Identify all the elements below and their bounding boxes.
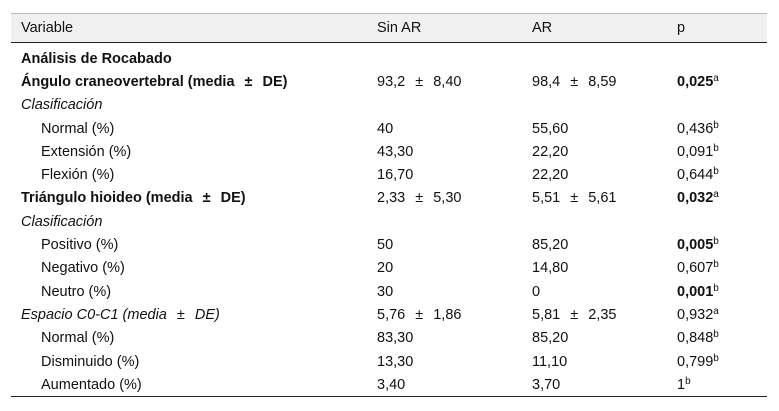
variable-cell (11, 140, 367, 163)
sin-ar-value: 3,40 (377, 376, 406, 393)
sin-ar-value: 40 (377, 120, 394, 137)
table-row (11, 94, 767, 117)
sin-ar-cell (367, 327, 522, 350)
ar-cell (522, 233, 667, 256)
sin-ar-cell (367, 210, 522, 233)
p-cell (667, 350, 767, 373)
plus-minus-sign: ± (570, 73, 579, 90)
p-value: 0,932 (677, 306, 714, 323)
footnote-marker: b (713, 259, 719, 271)
ar-value: 55,60 (532, 120, 569, 137)
ar-mean: 5,51 (532, 190, 561, 207)
variable-label-end: DE) (194, 306, 220, 323)
sin-ar-sd: 8,40 (433, 73, 462, 90)
table-row (11, 70, 767, 93)
variable-label: Análisis de Rocabado (21, 50, 172, 67)
variable-cell (11, 373, 367, 397)
ar-sd: 2,35 (588, 306, 617, 323)
sin-ar-sd: 5,30 (433, 190, 462, 207)
variable-label: Espacio C0-C1 (media (21, 306, 167, 323)
variable-label: Clasificación (21, 97, 103, 114)
header-ar: AR (522, 14, 667, 43)
results-table-container (11, 13, 767, 397)
p-value: 0,005 (677, 237, 714, 254)
ar-value: 14,80 (532, 260, 569, 277)
sin-ar-value: 43,30 (377, 143, 414, 160)
ar-cell (522, 70, 667, 93)
table-row (11, 187, 767, 210)
ar-cell (522, 327, 667, 350)
p-cell (667, 140, 767, 163)
variable-cell (11, 327, 367, 350)
footnote-marker: b (713, 166, 719, 178)
table-row (11, 140, 767, 163)
variable-cell (11, 350, 367, 373)
variable-cell (11, 163, 367, 186)
ar-cell (522, 350, 667, 373)
variable-cell (11, 303, 367, 326)
ar-value: 11,10 (532, 353, 568, 370)
table-row (11, 43, 767, 71)
table-row (11, 350, 767, 373)
p-cell (667, 233, 767, 256)
ar-cell (522, 94, 667, 117)
sin-ar-sd: 1,86 (433, 306, 462, 323)
sin-ar-value: 16,70 (377, 167, 414, 184)
p-value: 0,025 (677, 73, 714, 90)
sin-ar-mean: 93,2 (377, 73, 406, 90)
plus-minus-sign: ± (570, 190, 579, 207)
p-value: 0,032 (677, 190, 714, 207)
footnote-marker: a (713, 189, 719, 201)
footnote-marker: a (713, 72, 719, 84)
variable-cell (11, 280, 367, 303)
p-value: 1 (677, 376, 686, 393)
variable-label: Aumentado (%) (41, 376, 142, 393)
variable-label: Normal (%) (41, 120, 115, 137)
p-value: 0,644 (677, 167, 714, 184)
footnote-marker: b (713, 119, 719, 131)
sin-ar-mean: 5,76 (377, 306, 406, 323)
ar-value: 85,20 (532, 330, 569, 347)
ar-mean: 5,81 (532, 306, 561, 323)
table-row (11, 303, 767, 326)
ar-sd: 8,59 (588, 73, 617, 90)
table-row (11, 373, 767, 397)
footnote-marker: b (713, 142, 719, 154)
table-row (11, 210, 767, 233)
variable-cell (11, 210, 367, 233)
footnote-marker: b (685, 375, 691, 387)
sin-ar-value: 13,30 (377, 353, 414, 370)
ar-value: 3,70 (532, 376, 561, 393)
sin-ar-value: 50 (377, 237, 394, 254)
ar-cell (522, 163, 667, 186)
sin-ar-cell (367, 187, 522, 210)
ar-cell (522, 187, 667, 210)
footnote-marker: b (713, 282, 719, 294)
ar-cell (522, 140, 667, 163)
variable-cell (11, 257, 367, 280)
sin-ar-cell (367, 350, 522, 373)
footnote-marker: b (713, 352, 719, 364)
p-value: 0,799 (677, 353, 714, 370)
sin-ar-cell (367, 94, 522, 117)
sin-ar-cell (367, 163, 522, 186)
p-cell (667, 210, 767, 233)
table-row (11, 117, 767, 140)
sin-ar-cell (367, 140, 522, 163)
header-p: p (667, 14, 767, 43)
variable-label: Clasificación (21, 213, 103, 230)
variable-cell (11, 70, 367, 93)
ar-mean: 98,4 (532, 73, 561, 90)
p-cell (667, 163, 767, 186)
plus-minus-sign: ± (570, 306, 579, 323)
p-cell (667, 257, 767, 280)
ar-cell (522, 117, 667, 140)
variable-label: Normal (%) (41, 330, 115, 347)
plus-minus-sign: ± (244, 73, 253, 90)
p-cell (667, 303, 767, 326)
ar-cell (522, 280, 667, 303)
variable-cell (11, 94, 367, 117)
p-cell (667, 94, 767, 117)
plus-minus-sign: ± (176, 306, 185, 323)
variable-label: Ángulo craneovertebral (media (21, 73, 235, 90)
table-header-row (11, 14, 767, 43)
variable-label: Extensión (%) (41, 143, 132, 160)
sin-ar-value: 30 (377, 283, 394, 300)
variable-label-end: DE) (262, 73, 288, 90)
variable-label: Negativo (%) (41, 260, 125, 277)
variable-label: Triángulo hioideo (media (21, 190, 193, 207)
header-sin-ar: Sin AR (367, 14, 522, 43)
p-cell (667, 280, 767, 303)
sin-ar-cell (367, 280, 522, 303)
p-value: 0,436 (677, 120, 714, 137)
ar-value: 22,20 (532, 167, 569, 184)
p-cell (667, 373, 767, 397)
plus-minus-sign: ± (415, 190, 424, 207)
table-row (11, 327, 767, 350)
variable-label: Flexión (%) (41, 167, 115, 184)
table-row (11, 233, 767, 256)
variable-label: Positivo (%) (41, 237, 119, 254)
p-cell (667, 43, 767, 71)
variable-label-end: DE) (220, 190, 246, 207)
ar-value: 0 (532, 283, 541, 300)
ar-cell (522, 257, 667, 280)
ar-cell (522, 303, 667, 326)
p-value: 0,001 (677, 283, 714, 300)
p-cell (667, 70, 767, 93)
ar-value: 22,20 (532, 143, 569, 160)
ar-cell (522, 373, 667, 397)
variable-cell (11, 187, 367, 210)
footnote-marker: b (713, 236, 719, 248)
p-value: 0,848 (677, 330, 714, 347)
plus-minus-sign: ± (415, 73, 424, 90)
sin-ar-cell (367, 233, 522, 256)
sin-ar-cell (367, 257, 522, 280)
results-table (11, 13, 767, 397)
ar-value: 85,20 (532, 237, 569, 254)
p-value: 0,091 (677, 143, 714, 160)
p-cell (667, 187, 767, 210)
footnote-marker: b (713, 329, 719, 341)
variable-label: Disminuido (%) (41, 353, 140, 370)
table-row (11, 163, 767, 186)
variable-cell (11, 233, 367, 256)
sin-ar-value: 20 (377, 260, 394, 277)
ar-sd: 5,61 (588, 190, 617, 207)
variable-cell (11, 117, 367, 140)
table-row (11, 257, 767, 280)
sin-ar-cell (367, 373, 522, 397)
plus-minus-sign: ± (415, 306, 424, 323)
sin-ar-cell (367, 117, 522, 140)
p-cell (667, 327, 767, 350)
p-value: 0,607 (677, 260, 714, 277)
sin-ar-cell (367, 70, 522, 93)
plus-minus-sign: ± (202, 190, 211, 207)
sin-ar-cell (367, 43, 522, 71)
sin-ar-cell (367, 303, 522, 326)
ar-cell (522, 43, 667, 71)
table-row (11, 280, 767, 303)
header-variable: Variable (11, 14, 367, 43)
variable-label: Neutro (%) (41, 283, 112, 300)
ar-cell (522, 210, 667, 233)
sin-ar-mean: 2,33 (377, 190, 406, 207)
footnote-marker: a (713, 305, 719, 317)
sin-ar-value: 83,30 (377, 330, 414, 347)
p-cell (667, 117, 767, 140)
table-body (11, 43, 767, 397)
variable-cell (11, 43, 367, 71)
